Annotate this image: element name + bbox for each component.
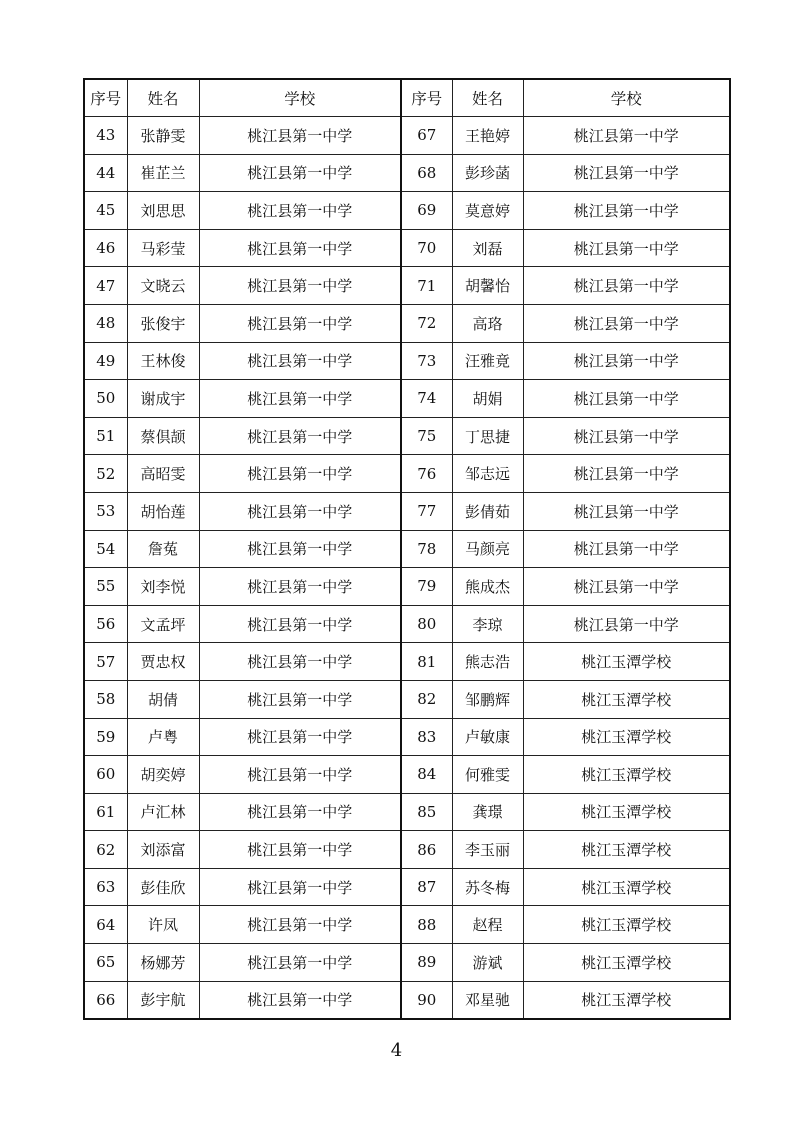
cell-name: 游斌 xyxy=(452,944,523,982)
table-row xyxy=(84,605,730,643)
table-row xyxy=(84,380,730,418)
cell-num: 83 xyxy=(401,718,452,756)
cell-name: 文晓云 xyxy=(127,267,199,305)
cell-name: 熊成杰 xyxy=(452,568,523,606)
cell-school: 桃江县第一中学 xyxy=(199,981,401,1019)
cell-name: 彭佳欣 xyxy=(127,868,199,906)
cell-num: 81 xyxy=(401,643,452,681)
cell-school: 桃江县第一中学 xyxy=(199,793,401,831)
cell-name: 丁思捷 xyxy=(452,417,523,455)
cell-num: 72 xyxy=(401,304,452,342)
cell-school: 桃江县第一中学 xyxy=(199,342,401,380)
cell-school: 桃江玉潭学校 xyxy=(523,868,730,906)
cell-name: 高昭雯 xyxy=(127,455,199,493)
table-row xyxy=(84,530,730,568)
cell-name: 詹菟 xyxy=(127,530,199,568)
cell-name: 贾忠权 xyxy=(127,643,199,681)
cell-name: 卢敏康 xyxy=(452,718,523,756)
cell-num: 67 xyxy=(401,117,452,155)
cell-school: 桃江县第一中学 xyxy=(199,643,401,681)
cell-name: 刘磊 xyxy=(452,229,523,267)
cell-num: 44 xyxy=(84,154,127,192)
cell-school: 桃江玉潭学校 xyxy=(523,680,730,718)
cell-school: 桃江玉潭学校 xyxy=(523,793,730,831)
cell-name: 邓星驰 xyxy=(452,981,523,1019)
cell-num: 66 xyxy=(84,981,127,1019)
cell-name: 王林俊 xyxy=(127,342,199,380)
cell-num: 65 xyxy=(84,944,127,982)
cell-name: 李玉丽 xyxy=(452,831,523,869)
cell-name: 张静雯 xyxy=(127,117,199,155)
table-row xyxy=(84,718,730,756)
cell-school: 桃江县第一中学 xyxy=(199,304,401,342)
cell-name: 熊志浩 xyxy=(452,643,523,681)
cell-school: 桃江县第一中学 xyxy=(199,944,401,982)
cell-num: 52 xyxy=(84,455,127,493)
cell-num: 85 xyxy=(401,793,452,831)
cell-school: 桃江县第一中学 xyxy=(199,154,401,192)
table-row xyxy=(84,154,730,192)
cell-num: 43 xyxy=(84,117,127,155)
header-school: 学校 xyxy=(523,79,730,117)
cell-num: 73 xyxy=(401,342,452,380)
table-row xyxy=(84,944,730,982)
cell-name: 文孟坪 xyxy=(127,605,199,643)
cell-num: 87 xyxy=(401,868,452,906)
table-row xyxy=(84,455,730,493)
cell-school: 桃江县第一中学 xyxy=(199,680,401,718)
header-num: 序号 xyxy=(84,79,127,117)
cell-name: 苏冬梅 xyxy=(452,868,523,906)
cell-school: 桃江县第一中学 xyxy=(523,417,730,455)
cell-name: 卢粤 xyxy=(127,718,199,756)
cell-num: 64 xyxy=(84,906,127,944)
cell-num: 45 xyxy=(84,192,127,230)
cell-num: 51 xyxy=(84,417,127,455)
cell-name: 汪雅竟 xyxy=(452,342,523,380)
cell-num: 78 xyxy=(401,530,452,568)
cell-num: 49 xyxy=(84,342,127,380)
cell-school: 桃江县第一中学 xyxy=(199,718,401,756)
cell-num: 70 xyxy=(401,229,452,267)
table-row xyxy=(84,492,730,530)
cell-num: 55 xyxy=(84,568,127,606)
cell-school: 桃江县第一中学 xyxy=(199,267,401,305)
cell-num: 48 xyxy=(84,304,127,342)
cell-school: 桃江玉潭学校 xyxy=(523,831,730,869)
cell-school: 桃江县第一中学 xyxy=(523,154,730,192)
cell-name: 胡娟 xyxy=(452,380,523,418)
cell-name: 胡馨怡 xyxy=(452,267,523,305)
table-row xyxy=(84,417,730,455)
cell-school: 桃江县第一中学 xyxy=(199,455,401,493)
cell-school: 桃江县第一中学 xyxy=(199,380,401,418)
cell-name: 刘添富 xyxy=(127,831,199,869)
cell-school: 桃江县第一中学 xyxy=(199,117,401,155)
cell-num: 50 xyxy=(84,380,127,418)
cell-num: 63 xyxy=(84,868,127,906)
cell-num: 60 xyxy=(84,756,127,794)
cell-school: 桃江县第一中学 xyxy=(523,605,730,643)
cell-num: 80 xyxy=(401,605,452,643)
cell-name: 龚璟 xyxy=(452,793,523,831)
cell-num: 62 xyxy=(84,831,127,869)
cell-num: 76 xyxy=(401,455,452,493)
cell-name: 胡倩 xyxy=(127,680,199,718)
cell-school: 桃江县第一中学 xyxy=(199,868,401,906)
cell-name: 杨娜芳 xyxy=(127,944,199,982)
table-row xyxy=(84,680,730,718)
cell-school: 桃江县第一中学 xyxy=(523,117,730,155)
table-row xyxy=(84,568,730,606)
cell-name: 刘李悦 xyxy=(127,568,199,606)
roster-table xyxy=(83,78,731,1020)
table-row xyxy=(84,342,730,380)
table-row xyxy=(84,267,730,305)
cell-school: 桃江县第一中学 xyxy=(523,342,730,380)
cell-school: 桃江玉潭学校 xyxy=(523,756,730,794)
cell-name: 莫意婷 xyxy=(452,192,523,230)
cell-num: 79 xyxy=(401,568,452,606)
cell-num: 59 xyxy=(84,718,127,756)
cell-num: 77 xyxy=(401,492,452,530)
cell-school: 桃江县第一中学 xyxy=(523,380,730,418)
cell-name: 高珞 xyxy=(452,304,523,342)
header-num: 序号 xyxy=(401,79,452,117)
cell-name: 崔芷兰 xyxy=(127,154,199,192)
cell-school: 桃江县第一中学 xyxy=(523,568,730,606)
header-name: 姓名 xyxy=(127,79,199,117)
cell-school: 桃江县第一中学 xyxy=(523,492,730,530)
cell-school: 桃江县第一中学 xyxy=(199,229,401,267)
cell-school: 桃江县第一中学 xyxy=(199,568,401,606)
cell-name: 卢汇林 xyxy=(127,793,199,831)
cell-num: 82 xyxy=(401,680,452,718)
cell-num: 46 xyxy=(84,229,127,267)
cell-school: 桃江县第一中学 xyxy=(199,831,401,869)
table-row xyxy=(84,229,730,267)
cell-name: 王艳婷 xyxy=(452,117,523,155)
table-row xyxy=(84,643,730,681)
cell-name: 邹志远 xyxy=(452,455,523,493)
table-row xyxy=(84,793,730,831)
cell-num: 53 xyxy=(84,492,127,530)
cell-num: 58 xyxy=(84,680,127,718)
cell-school: 桃江县第一中学 xyxy=(523,192,730,230)
cell-school: 桃江县第一中学 xyxy=(199,492,401,530)
cell-school: 桃江县第一中学 xyxy=(199,417,401,455)
cell-school: 桃江县第一中学 xyxy=(523,267,730,305)
cell-school: 桃江玉潭学校 xyxy=(523,718,730,756)
cell-school: 桃江县第一中学 xyxy=(523,455,730,493)
header-name: 姓名 xyxy=(452,79,523,117)
cell-name: 何雅雯 xyxy=(452,756,523,794)
cell-school: 桃江玉潭学校 xyxy=(523,643,730,681)
cell-school: 桃江玉潭学校 xyxy=(523,906,730,944)
table-row xyxy=(84,868,730,906)
cell-name: 李琼 xyxy=(452,605,523,643)
cell-name: 张俊宇 xyxy=(127,304,199,342)
cell-num: 68 xyxy=(401,154,452,192)
cell-school: 桃江县第一中学 xyxy=(199,605,401,643)
cell-school: 桃江县第一中学 xyxy=(199,192,401,230)
header-school: 学校 xyxy=(199,79,401,117)
cell-num: 57 xyxy=(84,643,127,681)
cell-num: 74 xyxy=(401,380,452,418)
table-row xyxy=(84,756,730,794)
cell-num: 88 xyxy=(401,906,452,944)
cell-school: 桃江县第一中学 xyxy=(523,229,730,267)
cell-num: 89 xyxy=(401,944,452,982)
cell-num: 86 xyxy=(401,831,452,869)
cell-num: 69 xyxy=(401,192,452,230)
cell-name: 彭倩茹 xyxy=(452,492,523,530)
cell-name: 邹鹏辉 xyxy=(452,680,523,718)
table-row xyxy=(84,192,730,230)
cell-school: 桃江玉潭学校 xyxy=(523,981,730,1019)
cell-school: 桃江县第一中学 xyxy=(199,756,401,794)
cell-school: 桃江县第一中学 xyxy=(523,304,730,342)
table-row xyxy=(84,117,730,155)
cell-school: 桃江县第一中学 xyxy=(523,530,730,568)
table-row xyxy=(84,981,730,1019)
cell-school: 桃江玉潭学校 xyxy=(523,944,730,982)
cell-name: 马彩莹 xyxy=(127,229,199,267)
table-row xyxy=(84,831,730,869)
cell-num: 61 xyxy=(84,793,127,831)
cell-num: 56 xyxy=(84,605,127,643)
cell-school: 桃江县第一中学 xyxy=(199,530,401,568)
cell-num: 54 xyxy=(84,530,127,568)
cell-name: 许凤 xyxy=(127,906,199,944)
cell-num: 90 xyxy=(401,981,452,1019)
cell-num: 75 xyxy=(401,417,452,455)
table-row xyxy=(84,304,730,342)
cell-name: 彭珍菡 xyxy=(452,154,523,192)
cell-name: 刘思思 xyxy=(127,192,199,230)
cell-name: 蔡倶颉 xyxy=(127,417,199,455)
page-number: 4 xyxy=(390,1040,403,1061)
cell-num: 71 xyxy=(401,267,452,305)
cell-name: 胡怡莲 xyxy=(127,492,199,530)
header-row xyxy=(84,79,730,117)
cell-name: 马颜亮 xyxy=(452,530,523,568)
table-row xyxy=(84,906,730,944)
cell-num: 47 xyxy=(84,267,127,305)
cell-name: 胡奕婷 xyxy=(127,756,199,794)
cell-name: 彭宇航 xyxy=(127,981,199,1019)
cell-school: 桃江县第一中学 xyxy=(199,906,401,944)
cell-name: 赵程 xyxy=(452,906,523,944)
cell-name: 谢成宇 xyxy=(127,380,199,418)
cell-num: 84 xyxy=(401,756,452,794)
